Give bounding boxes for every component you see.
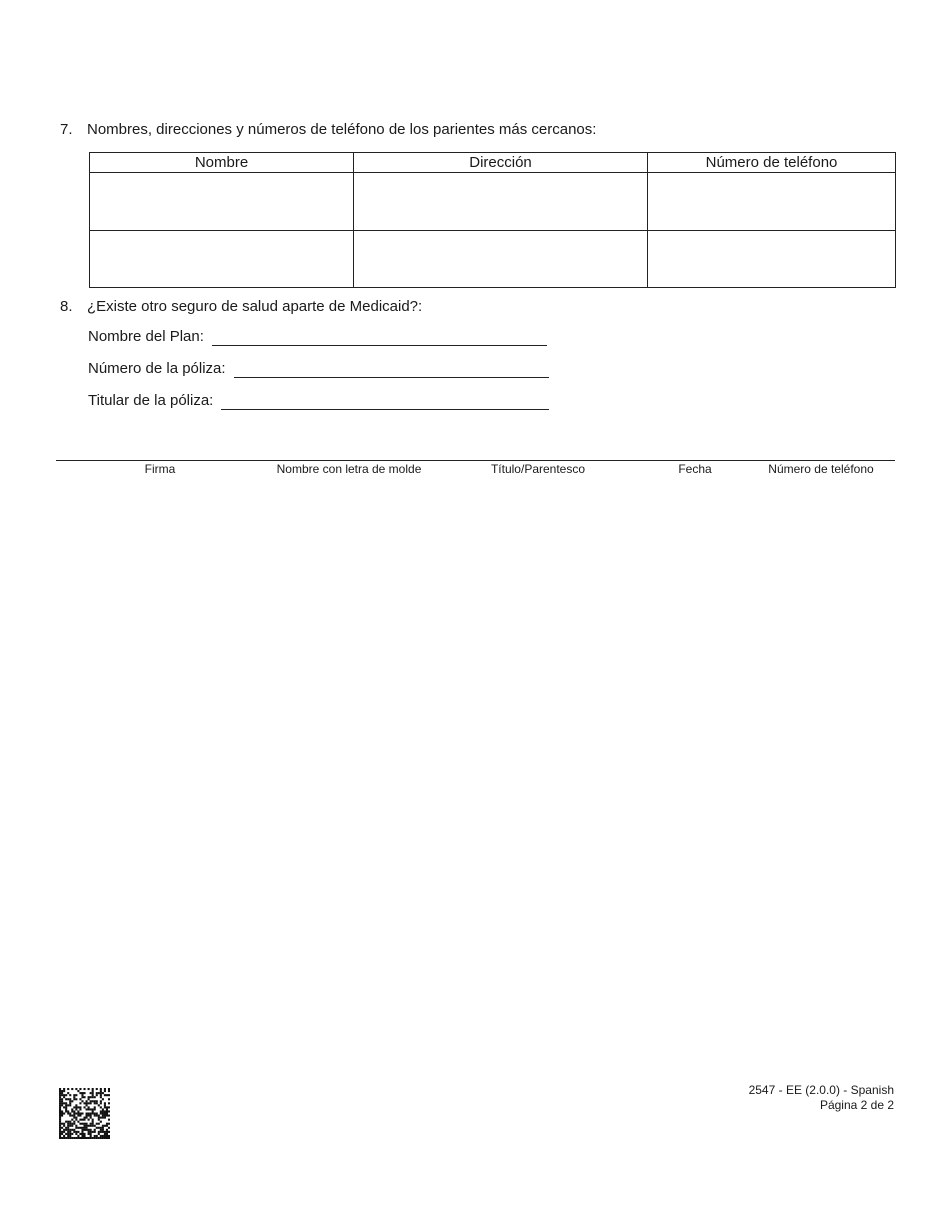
question-7-text: Nombres, direcciones y números de teléfono de los parientes más cercanos: (87, 121, 597, 138)
col-header-address: Dirección (354, 153, 648, 173)
signature-line[interactable] (56, 460, 895, 461)
form-id: 2547 - EE (2.0.0) - Spanish (748, 1083, 894, 1097)
relatives-table (89, 152, 896, 288)
page-number: Página 2 de 2 (819, 1098, 894, 1112)
policy-holder-row (88, 392, 549, 410)
question-7-number: 7. (60, 121, 73, 138)
policy-number-label: Número de la póliza: (88, 360, 226, 377)
col-header-phone: Número de teléfono (648, 153, 896, 173)
question-8 (60, 298, 422, 316)
table-row (90, 173, 896, 231)
cell-name[interactable] (90, 230, 354, 288)
cell-phone[interactable] (648, 230, 896, 288)
signature-label: Firma (144, 462, 176, 476)
page-footer (749, 1083, 894, 1113)
table-header-row (90, 153, 896, 173)
cell-phone[interactable] (648, 173, 896, 231)
cell-address[interactable] (354, 173, 648, 231)
phone-number-label: Número de teléfono (768, 462, 874, 476)
col-header-name: Nombre (90, 153, 354, 173)
title-relationship-label: Título/Parentesco (490, 462, 586, 476)
cell-address[interactable] (354, 230, 648, 288)
policy-number-row (88, 360, 549, 378)
date-label: Fecha (678, 462, 712, 476)
table-row (90, 230, 896, 288)
question-8-number: 8. (60, 298, 73, 315)
cell-name[interactable] (90, 173, 354, 231)
plan-name-label: Nombre del Plan: (88, 328, 204, 345)
policy-holder-label: Titular de la póliza: (88, 392, 214, 409)
question-8-text: ¿Existe otro seguro de salud aparte de Medicaid?: (87, 298, 423, 315)
plan-name-row (88, 328, 547, 346)
2d-barcode-icon (59, 1088, 110, 1139)
question-7 (60, 121, 596, 139)
policy-number-field[interactable] (234, 361, 549, 378)
printed-name-label: Nombre con letra de molde (276, 462, 422, 476)
plan-name-field[interactable] (212, 329, 547, 346)
policy-holder-field[interactable] (221, 393, 549, 410)
